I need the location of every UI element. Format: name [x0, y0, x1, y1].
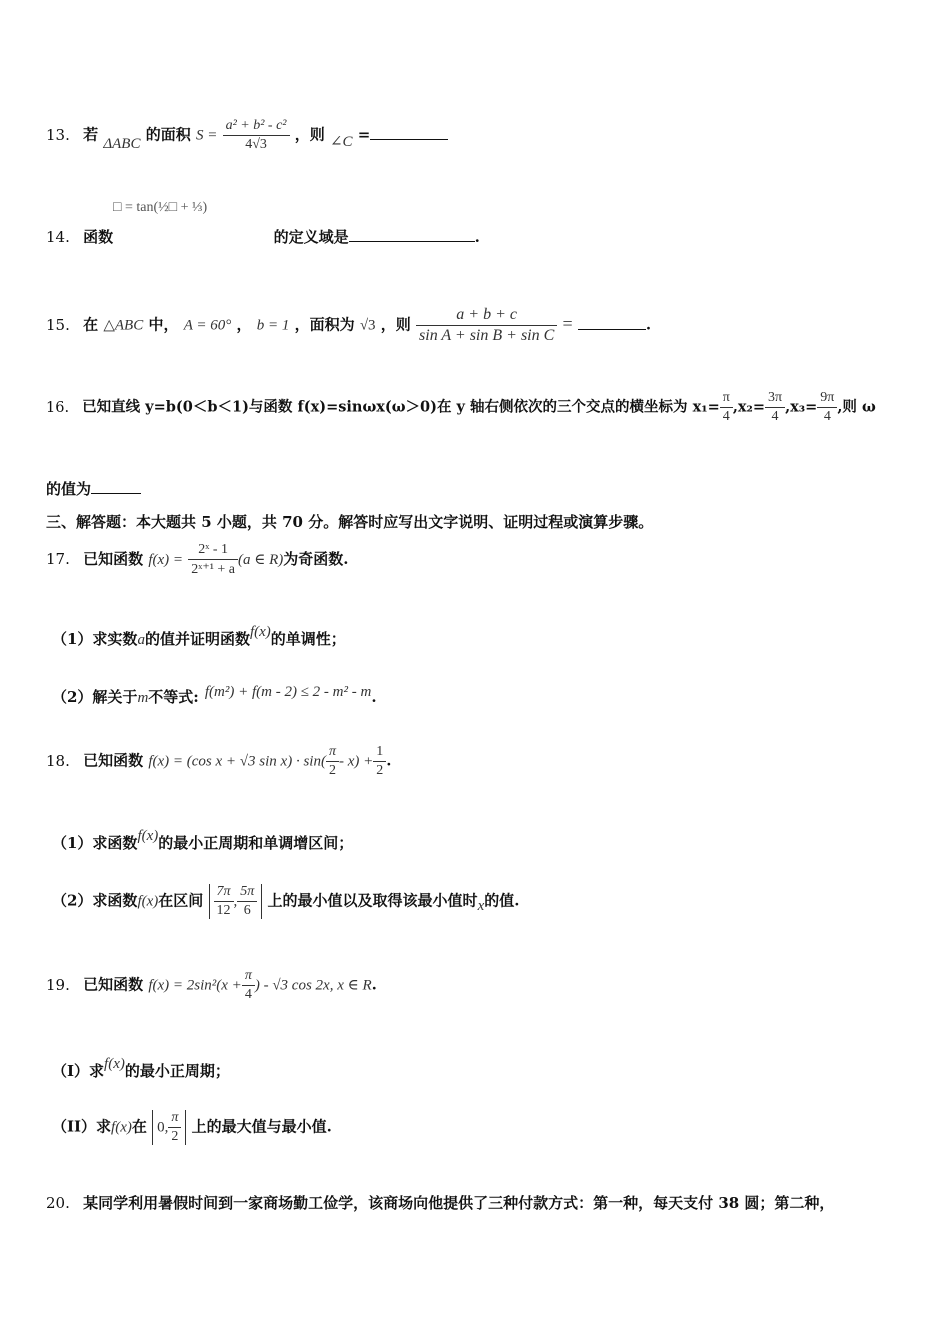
q17-p1-var: a	[137, 632, 145, 648]
q14-formula: □ = tan(½□ + ⅓)	[113, 200, 208, 215]
q18-p1-text-b: 的最小正周期和单调增区间；	[158, 834, 354, 852]
q18-half-den: 2	[376, 763, 384, 778]
q17-text: 已知函数	[83, 550, 144, 568]
q16-text-value: 的值为	[46, 480, 92, 498]
q19-p2-text-c: 上的最大值与最小值.	[191, 1117, 332, 1136]
q18-frac-num: π	[326, 744, 339, 762]
q17-p1-text: （1）求实数	[52, 630, 138, 648]
q18-interval: $\frac{7\pi}{12}$ , $\frac{5\pi}{6}$	[209, 884, 263, 919]
q15-numerator: a + b + c	[416, 306, 557, 326]
q18-number: 18.	[46, 751, 70, 770]
q19-p2-text-b: 在	[131, 1117, 147, 1136]
q19-interval-right	[168, 1110, 181, 1145]
question-20	[46, 1192, 834, 1213]
q17-denominator: 2ˣ⁺¹ + a	[191, 562, 236, 577]
q15-denominator: sin A + sin B + sin C	[419, 327, 555, 344]
q18-i1-num: 7π	[214, 884, 234, 902]
q13-triangle: ΔABC	[103, 135, 141, 152]
q19-p2-fx: f(x)	[111, 1119, 132, 1136]
q13-number: 13.	[46, 125, 70, 144]
q18-p2-text-b: 在区间	[158, 891, 204, 910]
question-17	[46, 542, 349, 578]
q17-fraction	[188, 542, 238, 578]
q17-p2-text: （2）解关于	[52, 688, 138, 706]
q17-p2-text-b: 不等式:	[148, 688, 199, 706]
q16-text: 已知直线 y=b(0＜b＜1)与函数 f(x)=sinωx(ω＞0)在 y 轴右侧依次的三个交点的横坐标为 x₁=	[82, 398, 720, 416]
q18-interval-right	[237, 884, 257, 919]
q17-p2-var: m	[137, 690, 149, 706]
question-16	[46, 390, 876, 425]
q18-interval-left	[214, 884, 234, 919]
q13-numerator: a² + b² - c²	[223, 118, 290, 136]
q17-part1	[52, 624, 346, 649]
q13-text: 若	[83, 125, 99, 144]
q13-text-then: ，则	[294, 125, 325, 144]
q18-pi-over-2	[326, 744, 339, 779]
question-13	[46, 118, 448, 153]
q16-x3-label: ,x₃=	[785, 398, 818, 416]
q19-p1-text: （I）求	[52, 1062, 105, 1080]
q15-answer-blank[interactable]	[578, 329, 646, 330]
q13-angle: ∠C	[329, 133, 353, 150]
q16-line2	[46, 478, 141, 499]
q18-i1-den: 12	[216, 903, 231, 918]
question-15	[46, 306, 651, 345]
q16-x1-fraction	[720, 390, 733, 425]
q17-condition: (a ∈ R)	[238, 552, 284, 568]
q16-number: 16.	[46, 399, 70, 416]
q19-formula-a: f(x) = 2sin²(x +	[148, 977, 242, 994]
q20-text: 某同学利用暑假时间到一家商场勤工俭学，该商场向他提供了三种付款方式：第一种，每天支付 38 圆；第二种，	[83, 1194, 835, 1212]
q19-frac-num: π	[242, 968, 255, 986]
q14-number: 14.	[46, 228, 70, 246]
question-14	[46, 226, 480, 247]
q18-period: .	[386, 751, 392, 770]
q15-eq: =	[562, 313, 573, 334]
q18-formula-a: f(x) = (cos x + √3 sin x) · sin(	[148, 753, 326, 770]
q19-i2-num: π	[168, 1110, 181, 1128]
q18-half-num: 1	[373, 744, 386, 762]
q18-p1-text: （1）求函数	[52, 834, 138, 852]
q15-number: 15.	[46, 315, 70, 334]
q15-text-area: ，面积为	[294, 315, 355, 334]
q19-text: 已知函数	[83, 975, 144, 994]
q17-number: 17.	[46, 550, 70, 568]
q17-p1-text-c: 的单调性；	[270, 630, 346, 648]
q18-p2-text-d: 的值.	[484, 891, 520, 910]
q16-tail: ,则 ω	[837, 398, 876, 416]
section-heading: 三、解答题：本大题共 5 小题，共 70 分。解答时应写出文字说明、证明过程或演算步骤。	[46, 513, 654, 531]
q14-text: 函数	[83, 228, 114, 246]
q17-text-odd: 为奇函数.	[283, 550, 349, 568]
q14-answer-blank[interactable]	[349, 241, 475, 242]
q15-period: .	[645, 315, 652, 334]
q18-i2-num: 5π	[237, 884, 257, 902]
q18-p2-fx: f(x)	[137, 893, 159, 910]
q15-text-then: ，则	[380, 315, 411, 334]
q16-x1-num: π	[720, 390, 733, 408]
q16-x2-fraction	[765, 390, 785, 425]
q17-p1-fx: f(x)	[249, 624, 271, 640]
q19-part2	[52, 1110, 332, 1145]
q18-formula-b: - x) +	[338, 753, 374, 770]
q15-side-b: b = 1	[256, 317, 290, 334]
q16-answer-blank[interactable]	[91, 493, 141, 494]
q19-p1-fx: f(x)	[104, 1056, 125, 1072]
q19-p1-text-b: 的最小正周期；	[124, 1062, 230, 1080]
q14-text-domain: 的定义域是	[273, 228, 349, 246]
q15-angle-a: A = 60°	[183, 317, 232, 334]
q15-text-zhong: 中，	[148, 315, 179, 334]
q17-p2-period: .	[371, 688, 377, 706]
q19-formula-b: ) - √3 cos 2x, x ∈ R	[254, 977, 372, 994]
q13-text-area: 的面积	[145, 125, 191, 144]
q16-x2-num: 3π	[765, 390, 785, 408]
q13-fraction	[223, 118, 290, 153]
q19-pi-over-4	[242, 968, 255, 1003]
question-18	[46, 744, 391, 779]
q16-x1-den: 4	[722, 409, 730, 424]
q16-x2-den: 4	[771, 409, 779, 424]
q18-frac-den: 2	[328, 763, 336, 778]
q16-x3-num: 9π	[817, 390, 837, 408]
q15-text: 在	[83, 315, 99, 334]
q17-p2-inequality: f(m²) + f(m - 2) ≤ 2 - m² - m	[204, 684, 372, 700]
q20-number: 20.	[46, 1194, 70, 1212]
q18-part2	[52, 884, 519, 919]
q18-p2-x: x	[477, 897, 485, 914]
q19-period: .	[371, 975, 377, 994]
q18-i2-den: 6	[243, 903, 251, 918]
q13-answer-blank[interactable]	[370, 139, 448, 140]
q19-part1	[52, 1056, 230, 1081]
q19-interval	[152, 1110, 186, 1145]
q15-area-value: √3	[359, 317, 376, 334]
q19-p2-text: （II）求	[52, 1117, 112, 1136]
q17-part2	[52, 686, 377, 707]
q19-i1: 0,	[157, 1119, 169, 1136]
q13-denominator: 4√3	[245, 137, 267, 152]
q17-p1-text-b: 的值并证明函数	[144, 630, 250, 648]
q19-number: 19.	[46, 975, 70, 994]
q17-fx: f(x) =	[148, 552, 184, 568]
q18-p2-text: （2）求函数	[52, 891, 138, 910]
q18-one-half	[373, 744, 386, 779]
q13-s-eq: S =	[195, 127, 218, 144]
q18-p2-text-c: 上的最小值以及取得该最小值时	[267, 891, 478, 910]
q16-x2-label: ,x₂=	[732, 398, 766, 416]
q14-period: .	[474, 228, 480, 246]
q15-triangle: △ABC	[103, 317, 144, 334]
q13-eq: =	[357, 125, 371, 144]
q18-p1-fx: f(x)	[137, 828, 159, 844]
q18-part1	[52, 828, 354, 853]
q19-i2-den: 2	[171, 1129, 179, 1144]
q19-frac-den: 4	[244, 987, 252, 1002]
q17-numerator: 2ˣ - 1	[188, 542, 238, 560]
q16-x3-fraction	[817, 390, 837, 425]
q16-x3-den: 4	[823, 409, 831, 424]
q18-text: 已知函数	[83, 751, 144, 770]
q15-fraction	[416, 306, 557, 345]
q15-sep: ，	[236, 315, 252, 334]
question-19	[46, 968, 377, 1003]
